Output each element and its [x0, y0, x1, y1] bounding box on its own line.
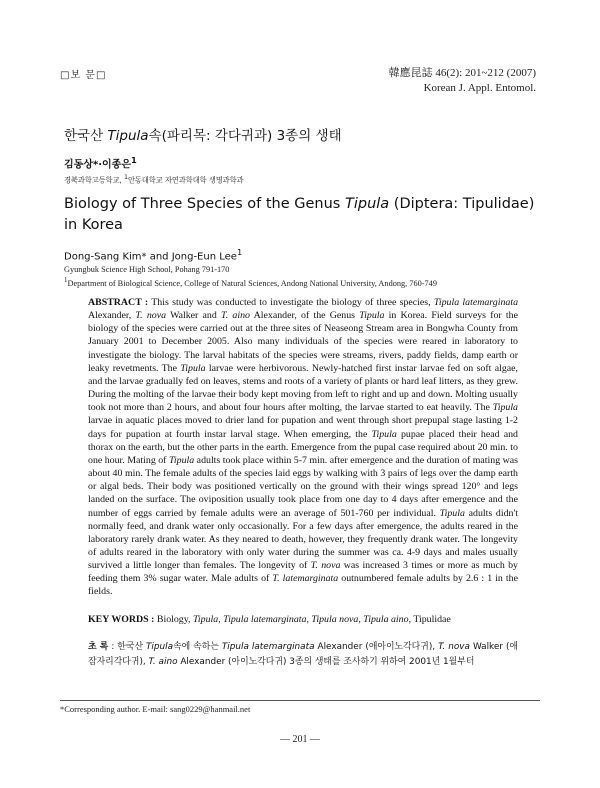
korean-affiliation: 경북과학고등학교, $^1$안동대학교 자연과학대학 생명과학과 — [64, 174, 244, 185]
keywords-label: KEY WORDS : — [88, 614, 155, 625]
journal-header — [389, 66, 536, 96]
korean-title: 한국산 Tipula속(파리목: 각다귀과) 3종의 생태 — [64, 128, 342, 144]
english-authors: Dong-Sang Kim* and Jong-Eun Lee$^1$ — [64, 247, 243, 263]
abstract: ABSTRACT : This study was conducted to investigate the biology of three species, Tipula latemarginata Alexander, T. nova Walker and T. aino Alexander, of the Genus Tipula in Korea. Field surveys for the biology of the species were carried out at the three sites of Neaseong Stream area in Bongwha County from January 2001 to December 2005. Also many individuals of the species were reared in laboratory to investigate the biology. The larval habitats of the species were streams, rivers, paddy fields, damp earth or leaky revetments. The Tipula larvae were herbivorous. Newly-hatched first instar larvae fed on soft algae, and the larvae gradually fed on leaves, stems and roots of a variety of plants or hard leaf litters, as they grew. During the molting of the larvae their body kept moving from left to right and up and down. Molting usually took not more than 2 hours, and about four hours after molting, the larvae started to eat heavily. The Tipula larvae in aquatic places moved to drier land for pupation and went through short prepupal stage lasting 1-2 days for pupation at fourth instar larval stage. When emerging, the Tipula pupae placed their head and thorax on the earth, but the other parts in the earth. Emergence from the pupal case required about 20 min. to one hour. Mating of Tipula adults took place within 5-7 min. after emergence and the duration of mating was about 40 min. The female adults of the species laid eggs by walking with 3 pairs of legs over the damp earth or algal beds. Their body was positioned vertically on the ground with their wings spread 120° and legs landed on the surface. The oviposition usually took place from one day to 4 days after emergence and the number of eggs carried by female adults were an average of 501-760 per individual. Tipula adults didn't normally feed, and drank water only occasionally. For a few days after emergence, the adults reared in the laboratory rarely drank water. As they neared to death, however, they frequently drank water. The longevity of adults reared in the laboratory with only water during the summer was ca. 4-9 days and males usually survived a little longer than females. The longevity of T. nova was increased 3 times or more as much by feeding them 3% sugar water. Male adults of T. latemarginata outnumbered female adults by 2.6 : 1 in the fields. — [88, 297, 519, 598]
journal-ref: 韓應昆誌 46(2): 201~212 (2007) — [388, 67, 536, 79]
english-title: Biology of Three Species of the Genus Tipula (Diptera: Tipulidae) in Korea — [64, 196, 535, 233]
korean-abstract: 초 록 : 한국산 Tipula속에 속하는 Tipula latemarginata Alexander (애아이노각다귀), T. nova Walker (애잠자리각다귀), T. aino Alexander (아이노각다귀) 3종의 생태를 조사하기 위하여 2001년 1월부터 — [88, 642, 518, 667]
korean-abstract-label: 초 록 — [88, 642, 109, 652]
footnote-divider — [60, 700, 540, 701]
journal-name: Korean J. Appl. Entomol. — [423, 82, 536, 94]
page-number: — 201 — — [280, 734, 320, 745]
english-affiliation: Gyungbuk Science High School, Pohang 791-170 $^1$Department of Biological Science, College of Natural Sciences, Andong National University, Andong, 760-749 — [64, 265, 437, 288]
abstract-label: ABSTRACT : — [88, 297, 149, 308]
corresponding-author-footnote: *Corresponding author. E-mail: sang0229@hanmail.net — [60, 704, 251, 714]
keywords: KEY WORDS : Biology, Tipula, Tipula latemarginata, Tipula nova, Tipula aino, Tipulidae — [88, 614, 451, 625]
korean-authors: 김동상*·이종은$^1$ — [64, 155, 137, 171]
section-label: □보 문□ — [60, 70, 107, 81]
